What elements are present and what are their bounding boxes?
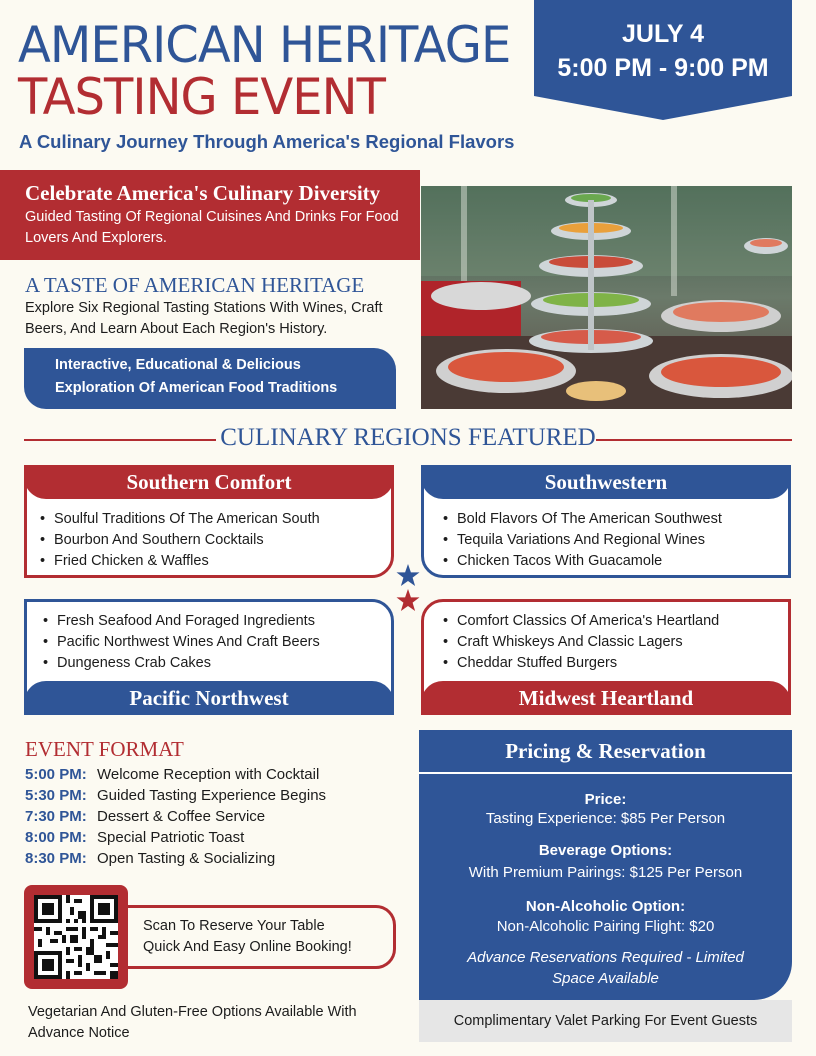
- schedule-list: [25, 766, 326, 871]
- highlight-pill: [24, 348, 396, 409]
- schedule-text: Welcome Reception with Cocktail: [97, 766, 320, 783]
- event-date: JULY 4: [621, 20, 704, 48]
- scan-line-2: Quick And Easy Online Booking!: [143, 939, 352, 955]
- beverage-text: With Premium Pairings: $125 Per Person: [468, 864, 743, 881]
- pill-line-2: Exploration Of American Food Traditions: [55, 380, 338, 396]
- card-title-pacific: Pacific Northwest: [24, 681, 394, 715]
- valet-note: Complimentary Valet Parking For Event Guests: [419, 1000, 792, 1042]
- list-item: • Chicken Tacos With Guacamole: [457, 551, 722, 572]
- regions-heading: CULINARY REGIONS FEATURED: [220, 424, 596, 451]
- card-southern-comfort: [24, 465, 394, 578]
- list-item: • Craft Whiskeys And Classic Lagers: [457, 632, 719, 653]
- event-format-heading: EVENT FORMAT: [25, 737, 184, 761]
- midwest-list: [457, 611, 719, 674]
- card-midwest-heartland: [421, 599, 791, 712]
- beverage-label: Beverage Options:: [538, 842, 673, 859]
- celebrate-banner: [0, 170, 420, 260]
- star-icons: [396, 563, 420, 615]
- pricing-heading: Pricing & Reservation: [419, 730, 792, 774]
- schedule-text: Special Patriotic Toast: [97, 829, 245, 846]
- taste-text: Explore Six Regional Tasting Stations With Wines, Craft Beers, And Learn About Each Region's History.: [25, 300, 383, 337]
- schedule-row: [25, 850, 326, 871]
- food-display-photo: [421, 186, 792, 409]
- schedule-text: Open Tasting & Socializing: [97, 850, 276, 867]
- list-item: • Fresh Seafood And Foraged Ingredients: [57, 611, 320, 632]
- price-label-row: [419, 791, 792, 808]
- price-text: Tasting Experience: $85 Per Person: [485, 810, 726, 827]
- pill-line-1: Interactive, Educational & Delicious: [55, 357, 301, 373]
- list-item: • Cheddar Stuffed Burgers: [457, 653, 719, 674]
- price-label: Price:: [584, 791, 627, 808]
- title-line-1: AMERICAN HERITAGE: [18, 16, 511, 74]
- list-item: • Tequila Variations And Regional Wines: [457, 530, 722, 551]
- qr-code-icon[interactable]: [34, 895, 118, 979]
- nonalc-label-row: [419, 898, 792, 915]
- schedule-time: 8:00 PM:: [25, 829, 87, 846]
- schedule-time: 5:00 PM:: [25, 766, 87, 783]
- list-item: • Dungeness Crab Cakes: [57, 653, 320, 674]
- title-line-2: TASTING EVENT: [18, 68, 385, 126]
- subtitle: A Culinary Journey Through America's Regional Flavors: [19, 131, 515, 152]
- dietary-note: Vegetarian And Gluten-Free Options Available With Advance Notice: [28, 1004, 357, 1041]
- card-title-midwest: Midwest Heartland: [421, 681, 791, 715]
- event-time: 5:00 PM - 9:00 PM: [557, 54, 769, 82]
- schedule-time: 7:30 PM:: [25, 808, 87, 825]
- list-item: • Fried Chicken & Waffles: [54, 551, 320, 572]
- schedule-row: [25, 787, 326, 808]
- schedule-row: [25, 829, 326, 850]
- scan-line-1: Scan To Reserve Your Table: [143, 918, 325, 934]
- date-banner: [534, 0, 792, 120]
- southwestern-list: [457, 509, 722, 572]
- celebrate-heading: Celebrate America's Culinary Diversity: [25, 181, 381, 205]
- southern-list: [54, 509, 320, 572]
- nonalc-label: Non-Alcoholic Option:: [525, 898, 686, 915]
- card-title-southern: Southern Comfort: [24, 465, 394, 499]
- nonalc-text: Non-Alcoholic Pairing Flight: $20: [496, 918, 715, 935]
- celebrate-text: Guided Tasting Of Regional Cuisines And Drinks For Food Lovers And Explorers.: [25, 209, 399, 246]
- schedule-row: [25, 766, 326, 787]
- card-pacific-northwest: [24, 599, 394, 712]
- schedule-text: Guided Tasting Experience Begins: [97, 787, 327, 804]
- beverage-label-row: [419, 842, 792, 859]
- schedule-text: Dessert & Coffee Service: [97, 808, 266, 825]
- list-item: • Comfort Classics Of America's Heartland: [457, 611, 719, 632]
- taste-heading: A TASTE OF AMERICAN HERITAGE: [25, 273, 365, 297]
- schedule-time: 8:30 PM:: [25, 850, 87, 867]
- qr-code-frame[interactable]: [24, 885, 128, 989]
- list-item: • Pacific Northwest Wines And Craft Beers: [57, 632, 320, 653]
- schedule-row: [25, 808, 326, 829]
- schedule-time: 5:30 PM:: [25, 787, 87, 804]
- pricing-panel: [419, 730, 792, 1000]
- list-item: • Soulful Traditions Of The American South: [54, 509, 320, 530]
- scan-callout: [126, 905, 396, 969]
- list-item: • Bold Flavors Of The American Southwest: [457, 509, 722, 530]
- list-item: • Bourbon And Southern Cocktails: [54, 530, 320, 551]
- pacific-list: [57, 611, 320, 674]
- card-southwestern: [421, 465, 791, 578]
- reservation-note: Advance Reservations Required - Limited Space Available: [467, 949, 744, 987]
- card-title-southwestern: Southwestern: [421, 465, 791, 499]
